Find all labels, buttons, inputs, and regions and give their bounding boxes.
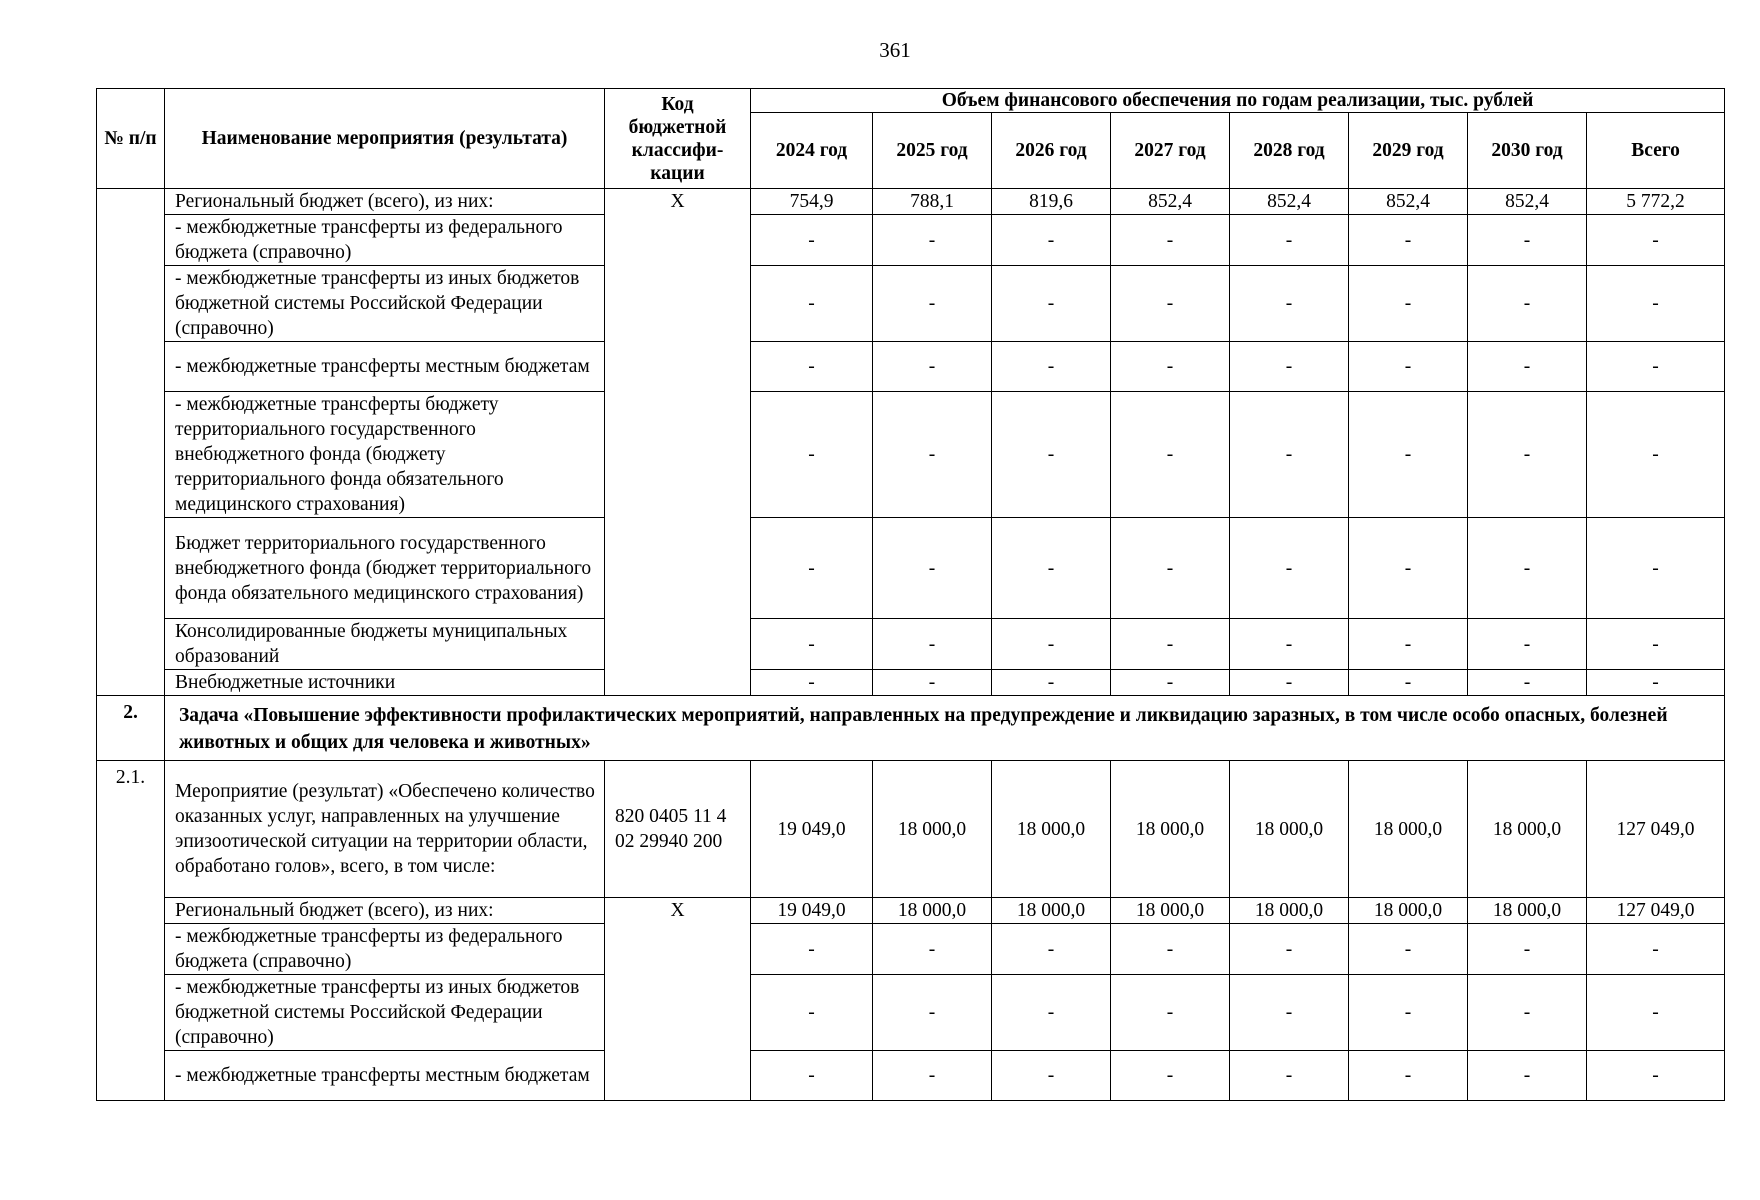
row-name: - межбюджетные трансферты бюджету территориального государственного внебюджетного фонда (бюджету территориального фонда обязательного медицинского страхования): [165, 392, 605, 518]
cell-value: -: [1468, 518, 1587, 619]
cell-value: -: [1230, 975, 1349, 1051]
cell-value: -: [873, 392, 992, 518]
cell-value: -: [992, 924, 1111, 975]
row-code: Х: [605, 189, 751, 696]
cell-value: 18 000,0: [992, 761, 1111, 898]
cell-value: -: [1468, 1051, 1587, 1101]
item-number: 2.1.: [97, 761, 165, 1101]
cell-value: -: [1587, 342, 1725, 392]
cell-value: 18 000,0: [1230, 761, 1349, 898]
cell-value: 18 000,0: [1111, 898, 1230, 924]
row-name: Региональный бюджет (всего), из них:: [165, 189, 605, 215]
cell-value: 19 049,0: [751, 898, 873, 924]
cell-value: -: [1468, 215, 1587, 266]
cell-value: -: [1230, 266, 1349, 342]
cell-value: -: [1468, 266, 1587, 342]
cell-value: -: [1349, 670, 1468, 696]
cell-value: -: [1349, 619, 1468, 670]
cell-value: -: [751, 215, 873, 266]
cell-value: -: [751, 975, 873, 1051]
row-name: - межбюджетные трансферты из иных бюджетов бюджетной системы Российской Федерации (справочно): [165, 266, 605, 342]
cell-value: -: [1468, 342, 1587, 392]
cell-value: -: [1349, 924, 1468, 975]
header-year-2030: 2030 год: [1468, 113, 1587, 189]
cell-value: -: [1349, 342, 1468, 392]
cell-value: -: [1111, 1051, 1230, 1101]
cell-value: 18 000,0: [873, 898, 992, 924]
cell-value: -: [1111, 975, 1230, 1051]
cell-value: -: [1230, 392, 1349, 518]
header-year-2029: 2029 год: [1349, 113, 1468, 189]
cell-value: -: [1111, 518, 1230, 619]
cell-value: -: [751, 342, 873, 392]
cell-value: -: [1349, 392, 1468, 518]
cell-value: 5 772,2: [1587, 189, 1725, 215]
header-year-2025: 2025 год: [873, 113, 992, 189]
cell-value: -: [1468, 670, 1587, 696]
cell-value: -: [992, 215, 1111, 266]
cell-value: -: [992, 392, 1111, 518]
cell-value: -: [1230, 619, 1349, 670]
table-row: [97, 518, 1725, 619]
cell-value: -: [873, 266, 992, 342]
cell-value: -: [751, 619, 873, 670]
cell-value: -: [1349, 215, 1468, 266]
row-name: - межбюджетные трансферты из федерального бюджета (справочно): [165, 924, 605, 975]
cell-value: -: [1111, 924, 1230, 975]
financing-table: [96, 88, 1725, 1101]
cell-value: 18 000,0: [1468, 898, 1587, 924]
table-row: [97, 924, 1725, 975]
row-num-empty: [97, 189, 165, 696]
header-num: № п/п: [97, 89, 165, 189]
cell-value: -: [992, 518, 1111, 619]
cell-value: -: [1230, 518, 1349, 619]
cell-value: -: [992, 619, 1111, 670]
cell-value: -: [873, 342, 992, 392]
item-code: 820 0405 11 4 02 29940 200: [605, 761, 751, 898]
table-row: [97, 898, 1725, 924]
table-row: [97, 189, 1725, 215]
cell-value: -: [1587, 518, 1725, 619]
row-name: Внебюджетные источники: [165, 670, 605, 696]
cell-value: -: [992, 266, 1111, 342]
cell-value: -: [992, 342, 1111, 392]
cell-value: -: [751, 1051, 873, 1101]
row-name: - межбюджетные трансферты из федерального бюджета (справочно): [165, 215, 605, 266]
cell-value: -: [1587, 670, 1725, 696]
cell-value: -: [1468, 392, 1587, 518]
item-row: [97, 761, 1725, 898]
page-number: 361: [879, 38, 911, 62]
cell-value: -: [1587, 215, 1725, 266]
header-name: Наименование мероприятия (результата): [165, 89, 605, 189]
cell-value: 852,4: [1230, 189, 1349, 215]
cell-value: 18 000,0: [1111, 761, 1230, 898]
table-row: [97, 1051, 1725, 1101]
cell-value: -: [751, 266, 873, 342]
cell-value: -: [992, 1051, 1111, 1101]
cell-value: -: [1230, 215, 1349, 266]
cell-value: -: [1349, 266, 1468, 342]
cell-value: -: [1349, 975, 1468, 1051]
row-name: Региональный бюджет (всего), из них:: [165, 898, 605, 924]
cell-value: -: [992, 670, 1111, 696]
cell-value: -: [873, 215, 992, 266]
cell-value: 852,4: [1349, 189, 1468, 215]
cell-value: 127 049,0: [1587, 898, 1725, 924]
cell-value: 18 000,0: [873, 761, 992, 898]
header-total: Всего: [1587, 113, 1725, 189]
cell-value: -: [873, 924, 992, 975]
cell-value: 18 000,0: [1349, 898, 1468, 924]
cell-value: -: [1587, 1051, 1725, 1101]
cell-value: -: [1468, 619, 1587, 670]
cell-value: -: [873, 619, 992, 670]
cell-value: 754,9: [751, 189, 873, 215]
cell-value: -: [1230, 1051, 1349, 1101]
cell-value: -: [1587, 266, 1725, 342]
row-name: Бюджет территориального государственного внебюджетного фонда (бюджет территориального фонда обязательного медицинского страхования): [165, 518, 605, 619]
cell-value: 819,6: [992, 189, 1111, 215]
cell-value: -: [992, 975, 1111, 1051]
table-row: [97, 215, 1725, 266]
table-row: [97, 342, 1725, 392]
cell-value: 18 000,0: [1230, 898, 1349, 924]
cell-value: -: [1230, 342, 1349, 392]
cell-value: 852,4: [1111, 189, 1230, 215]
cell-value: -: [1587, 975, 1725, 1051]
cell-value: -: [1349, 518, 1468, 619]
task-row: [97, 696, 1725, 761]
cell-value: 19 049,0: [751, 761, 873, 898]
cell-value: -: [1230, 670, 1349, 696]
header-code: Код бюджетной классифи-кации: [605, 89, 751, 189]
cell-value: -: [751, 392, 873, 518]
cell-value: -: [873, 670, 992, 696]
item-name: Мероприятие (результат) «Обеспечено количество оказанных услуг, направленных на улучшение эпизоотической ситуации на территории области, обработано голов», всего, в том числе:: [165, 761, 605, 898]
row-name: - межбюджетные трансферты из иных бюджетов бюджетной системы Российской Федерации (справочно): [165, 975, 605, 1051]
cell-value: -: [1111, 266, 1230, 342]
cell-value: -: [1587, 392, 1725, 518]
header-year-2024: 2024 год: [751, 113, 873, 189]
cell-value: -: [1111, 342, 1230, 392]
cell-value: -: [873, 975, 992, 1051]
cell-value: -: [1587, 924, 1725, 975]
row-code: Х: [605, 898, 751, 1101]
cell-value: -: [751, 518, 873, 619]
cell-value: 18 000,0: [992, 898, 1111, 924]
header-year-2028: 2028 год: [1230, 113, 1349, 189]
row-name: Консолидированные бюджеты муниципальных образований: [165, 619, 605, 670]
cell-value: -: [873, 1051, 992, 1101]
cell-value: -: [1111, 619, 1230, 670]
cell-value: 127 049,0: [1587, 761, 1725, 898]
header-volume: Объем финансового обеспечения по годам реализации, тыс. рублей: [751, 89, 1725, 113]
cell-value: -: [1111, 215, 1230, 266]
header-year-2026: 2026 год: [992, 113, 1111, 189]
cell-value: -: [1111, 670, 1230, 696]
cell-value: -: [1230, 924, 1349, 975]
row-name: - межбюджетные трансферты местным бюджетам: [165, 342, 605, 392]
cell-value: 18 000,0: [1349, 761, 1468, 898]
cell-value: -: [1349, 1051, 1468, 1101]
cell-value: -: [1111, 392, 1230, 518]
table-row: [97, 266, 1725, 342]
header-year-2027: 2027 год: [1111, 113, 1230, 189]
cell-value: 18 000,0: [1468, 761, 1587, 898]
cell-value: -: [1587, 619, 1725, 670]
task-title: Задача «Повышение эффективности профилактических мероприятий, направленных на предупреждение и ликвидацию заразных, в том числе особо опасных, болезней животных и общих для человека и животных»: [165, 696, 1725, 761]
cell-value: -: [873, 518, 992, 619]
task-number: 2.: [97, 696, 165, 761]
cell-value: -: [1468, 924, 1587, 975]
table-row: [97, 619, 1725, 670]
table-row: [97, 670, 1725, 696]
cell-value: -: [751, 670, 873, 696]
cell-value: 788,1: [873, 189, 992, 215]
cell-value: -: [1468, 975, 1587, 1051]
cell-value: -: [751, 924, 873, 975]
cell-value: 852,4: [1468, 189, 1587, 215]
table-row: [97, 392, 1725, 518]
table-row: [97, 975, 1725, 1051]
row-name: - межбюджетные трансферты местным бюджетам: [165, 1051, 605, 1101]
